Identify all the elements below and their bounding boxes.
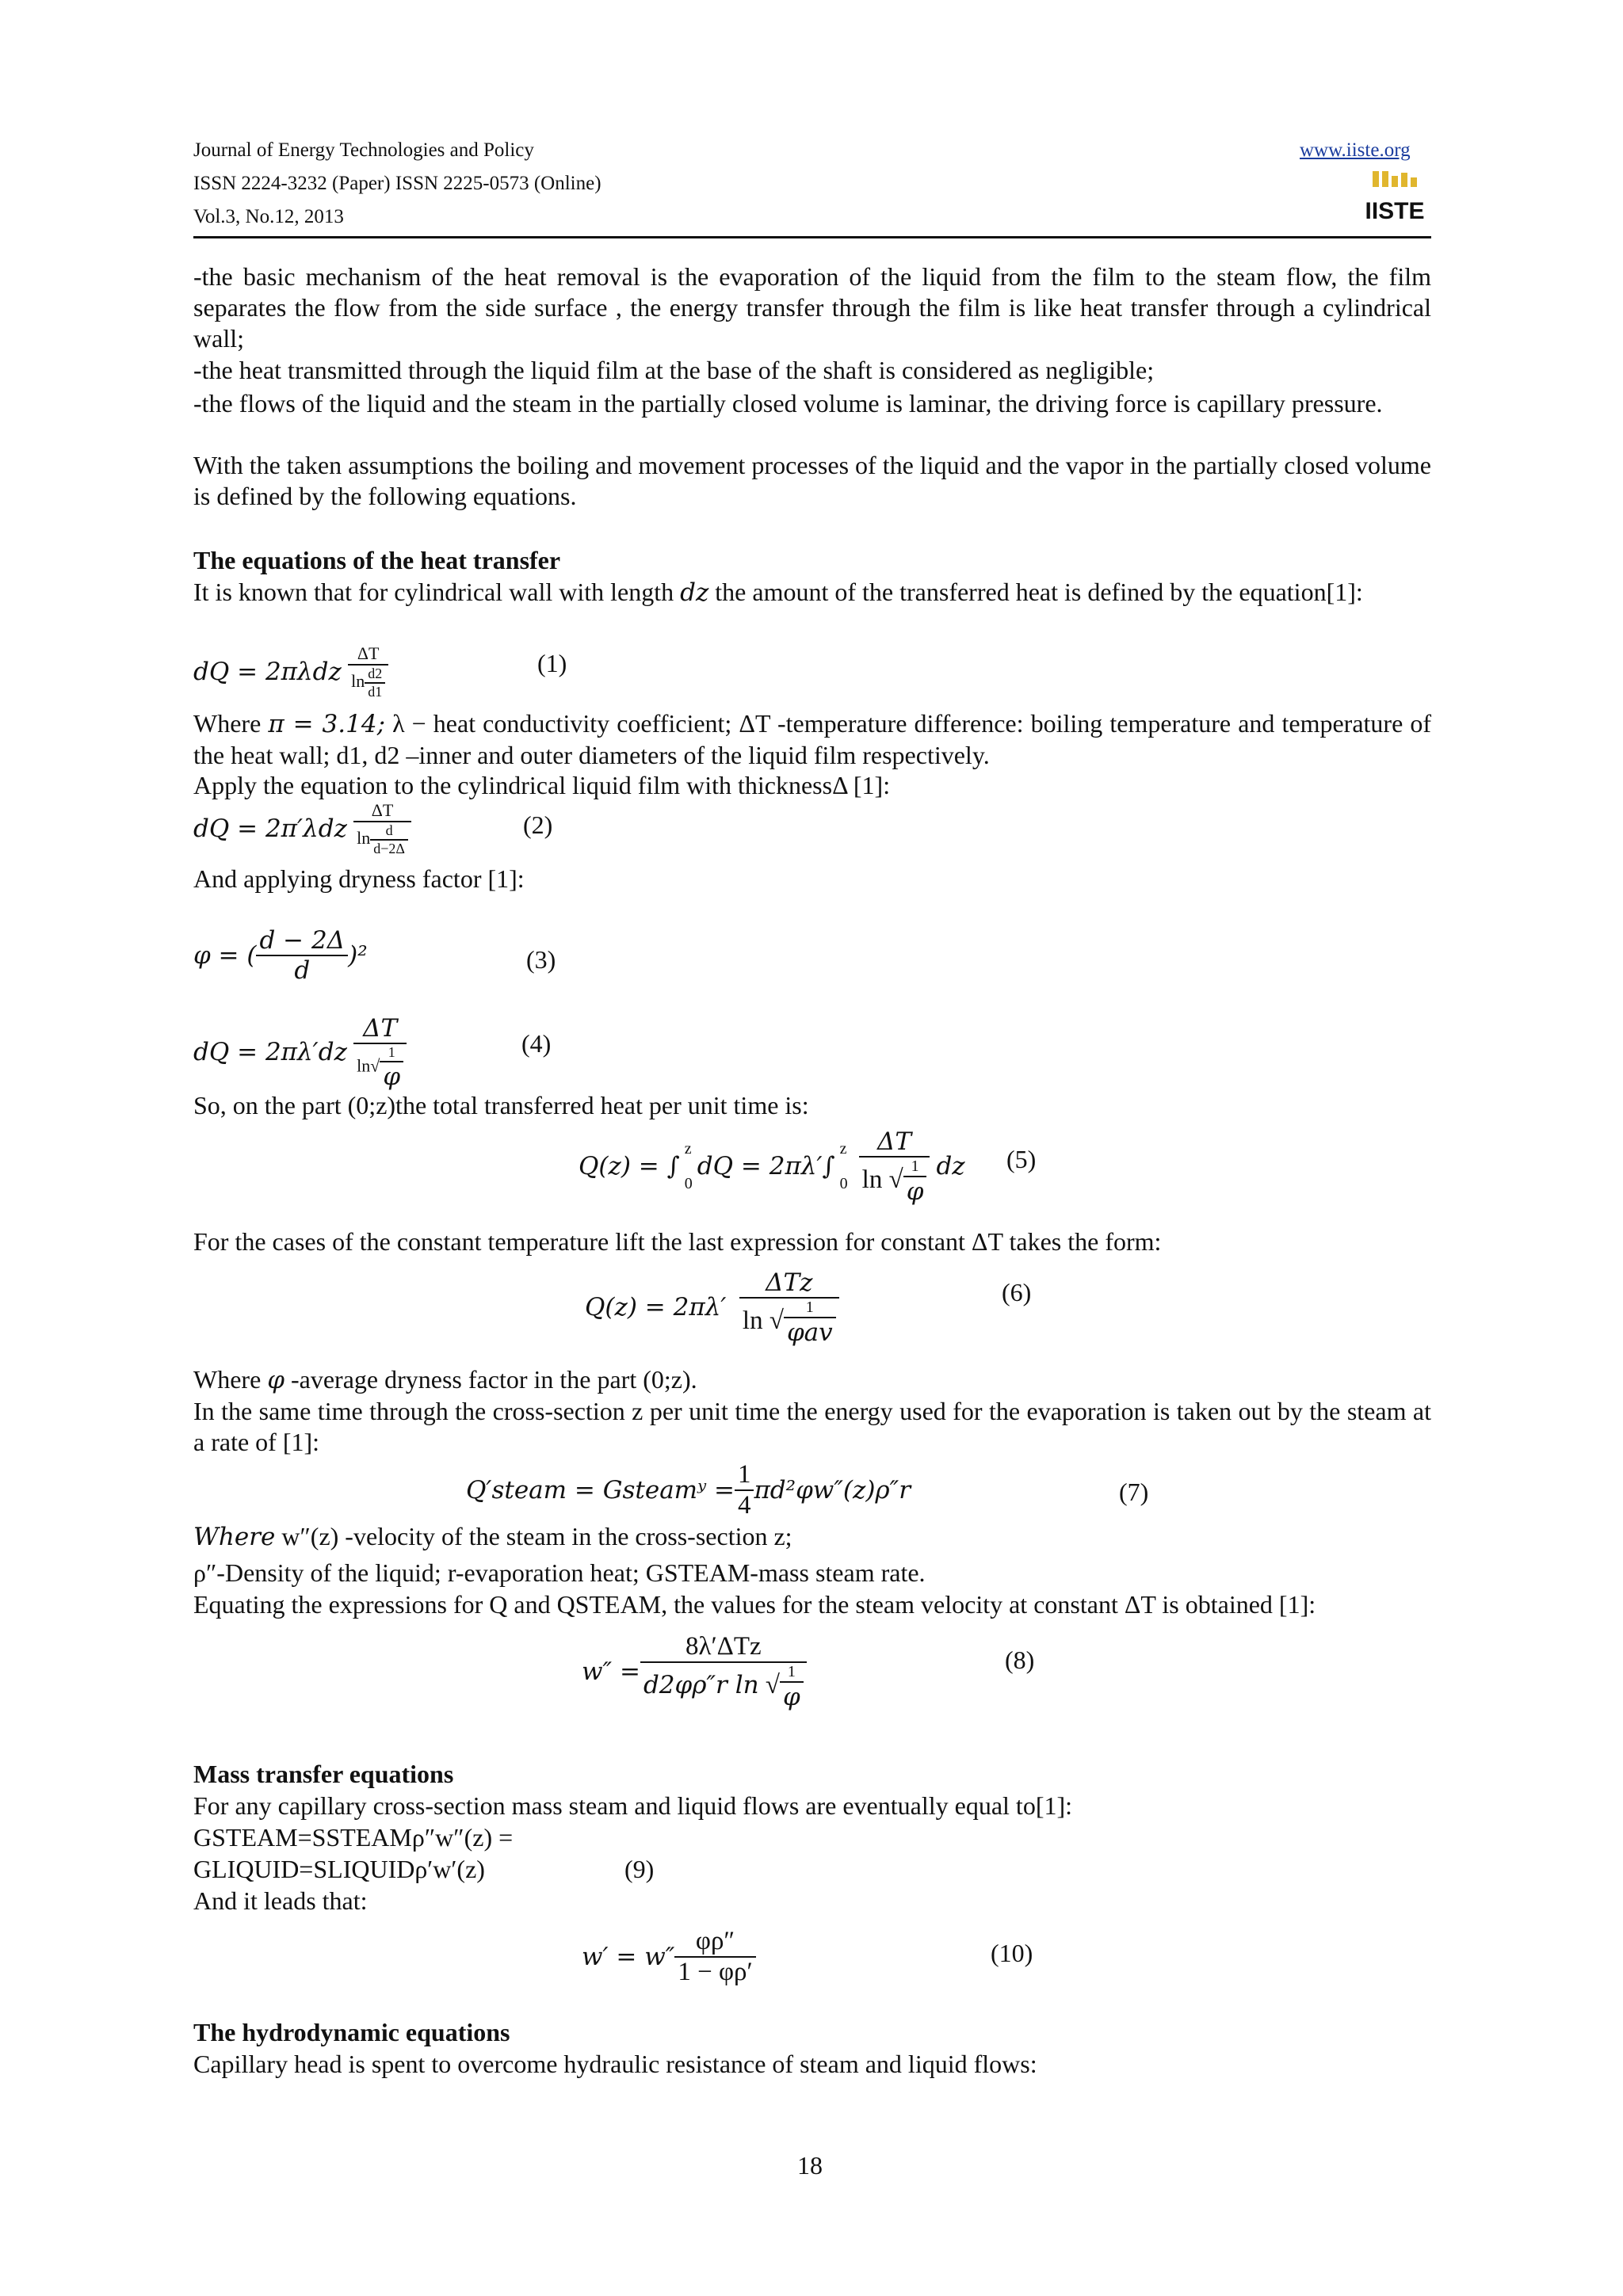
equation-5: Q(z) = ∫ z 0 dQ = 2πλ′∫ z 0 ΔT ln √ $\frac{1}{\varphi}$ dz [579, 1127, 965, 1206]
hydrodynamic-heading: The hydrodynamic equations [193, 2018, 510, 2046]
equation-7: Q′steam = Gsteamʸ = $\frac{1}{4}$ πd²φw″(z)ρ″r [466, 1460, 911, 1520]
iiste-logo-text: IISTE [1365, 198, 1425, 224]
equating-para: Equating the expressions for Q and QSTEAM, the values for the steam velocity at constant ΔT is obtained [1]: [193, 1590, 1316, 1619]
equation-1-number: (1) [537, 649, 567, 677]
equation-2-number: (2) [523, 810, 553, 839]
equation-8-number: (8) [1005, 1646, 1035, 1674]
equation-5-number: (5) [1006, 1145, 1037, 1173]
rho-para: ρ″-Density of the liquid; r-evaporation heat; GSTEAM-mass steam rate. [193, 1558, 926, 1587]
mass-transfer-heading: Mass transfer equations [193, 1760, 454, 1788]
iiste-logo [1365, 170, 1425, 227]
intro-para-3: -the flows of the liquid and the steam in the partially closed volume is laminar, the driving force is capillary pressure. [193, 389, 1383, 418]
so-para: So, on the part (0;z)the total transferred heat per unit time is: [193, 1091, 809, 1119]
issn-line: ISSN 2224-3232 (Paper) ISSN 2225-0573 (Online) [193, 173, 601, 194]
equation-3: φ = ( $\frac{d - 2\Delta}{d}$ )² [193, 926, 368, 985]
equation-8: w″ = 8λ′ΔTz d2φρ″r ln √ $\frac{1}{\varphi}$ [582, 1616, 807, 1727]
apply-para-2: And applying dryness factor [1]: [193, 864, 525, 893]
apply-para-1: Apply the equation to the cylindrical liquid film with thicknessΔ [1]: [193, 771, 891, 799]
page-number: 18 [797, 2151, 823, 2180]
equation-4-number: (4) [521, 1029, 552, 1058]
intro-para-1: -the basic mechanism of the heat removal is the evaporation of the liquid from the film to the steam flow, the film separates the flow from the side surface , the energy transfer through the film is like heat transfer through a cylindrical wall; [193, 262, 1431, 353]
intro-para-4: With the taken assumptions the boiling and movement processes of the liquid and the vapor in the partially closed volume is defined by the following equations. [193, 451, 1431, 510]
equation-9-line-a: GSTEAM=SSTEAMρ″w″(z) = [193, 1823, 514, 1852]
mass-para-1: For any capillary cross-section mass steam and liquid flows are eventually equal to[1]: [193, 1791, 1073, 1820]
equation-10-number: (10) [991, 1939, 1033, 1967]
equation-1: dQ = 2πλdz ΔT ln $\frac{d2}{d1}$ [193, 640, 388, 704]
equation-6-number: (6) [1002, 1278, 1032, 1306]
volume-line: Vol.3, No.12, 2013 [193, 206, 344, 227]
where-para-2: Where φ -average dryness factor in the part (0;z). [193, 1365, 697, 1394]
constant-para: For the cases of the constant temperature lift the last expression for constant ΔT takes the form: [193, 1227, 1162, 1256]
equation-4: dQ = 2πλ′dz ΔT ln√ $\frac{1}{\varphi}$ [193, 1013, 407, 1092]
where-para-1: Where π = 3.14; λ − heat conductivity coefficient; ΔT -temperature difference: boiling temperature and temperature of the heat wall; d1, d2 –inner and outer diameters of the liquid film respectively. [193, 709, 1432, 769]
same-time-para: In the same time through the cross-section z per unit time the energy used for the evaporation is taken out by the steam at a rate of [1]: [193, 1397, 1431, 1456]
where-para-3: Where w″(z) -velocity of the steam in the cross-section z; [193, 1522, 792, 1551]
header-rule [193, 236, 1431, 238]
equation-9-line-b: GLIQUID=SLIQUIDρ′w′(z) [193, 1855, 485, 1883]
equation-2: dQ = 2π′λdz ΔT ln $\frac{d}{d-2\Delta}$ [193, 795, 411, 862]
equation-3-number: (3) [526, 945, 556, 974]
heat-para-1: It is known that for cylindrical wall with length dz the amount of the transferred heat is defined by the equation[1]: [193, 578, 1363, 607]
leads-para: And it leads that: [193, 1886, 368, 1915]
journal-website-link[interactable]: www.iiste.org [1300, 139, 1411, 161]
equation-7-number: (7) [1119, 1478, 1149, 1506]
journal-title: Journal of Energy Technologies and Policy [193, 139, 534, 161]
hydro-para-1: Capillary head is spent to overcome hydraulic resistance of steam and liquid flows: [193, 2050, 1037, 2078]
equation-6: Q(z) = 2πλ′ ΔTz ln √ $\frac{1}{\text{φav}}$ [585, 1252, 839, 1363]
equation-10: w′ = w″ $\frac{\varphi\rho''}{1 - \varphi\rho'}$ [582, 1917, 756, 1997]
intro-para-2: -the heat transmitted through the liquid film at the base of the shaft is considered as negligible; [193, 356, 1155, 384]
equation-9-number: (9) [624, 1855, 655, 1883]
heat-transfer-heading: The equations of the heat transfer [193, 546, 561, 574]
